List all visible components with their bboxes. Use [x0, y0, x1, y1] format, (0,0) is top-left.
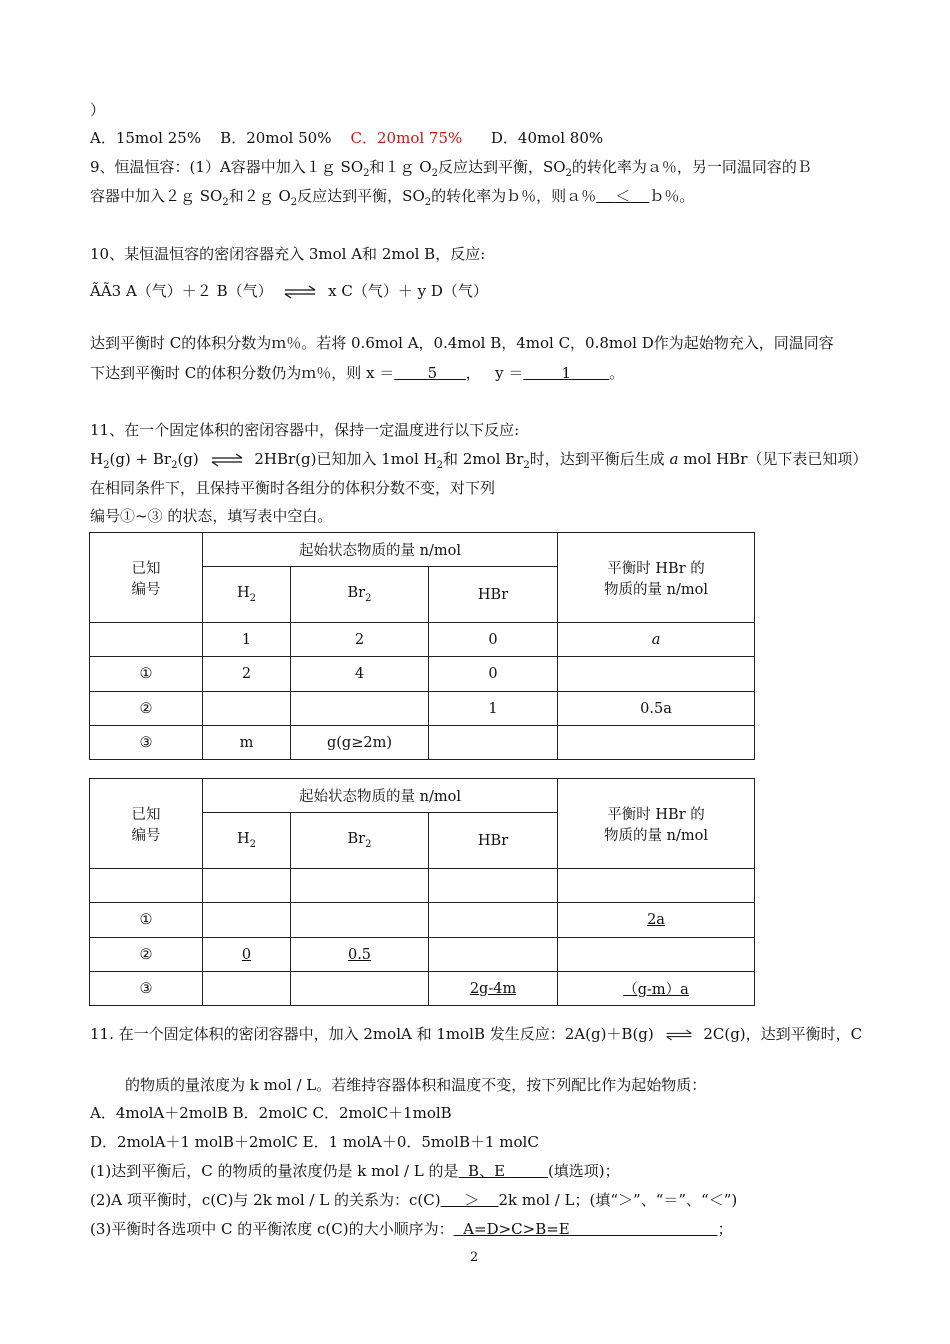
answer-cell: 0.5: [347, 946, 372, 963]
q10-line1: 10、某恒温恒容的密闭容器充入 3mol A和 2mol B，反应:: [90, 245, 486, 263]
header-h2: $H_2$: [203, 567, 291, 623]
header-initial-amounts: 起始状态物质的量 n/mol: [203, 533, 558, 567]
q11-line3: 在相同条件下，且保持平衡时各组分的体积分数不变，对下列: [90, 479, 496, 497]
answer-cell: 2a: [647, 912, 665, 928]
header-known-id: 已知 编号: [90, 779, 203, 869]
table-row: ① 2 4 0: [90, 657, 755, 692]
header-hbr: HBr: [429, 567, 558, 623]
answer-cell: 2g-4m: [469, 980, 517, 997]
header-br2: $Br_2$: [291, 567, 429, 623]
q10-answer-y: 1: [561, 364, 572, 382]
table-row: ③ 2g-4m （g-m）a: [90, 972, 755, 1006]
q8-option-b: B．20mol 50%: [220, 129, 332, 147]
page-number: 2: [470, 1250, 479, 1265]
equilibrium-arrow-icon: [210, 453, 244, 467]
q9-line2: 容器中加入２ｇ $SO_2$和２ｇ $O_2$反应达到平衡，$SO_2$的转化率为ｂ％，则ａ％ ＜ ｂ％。: [90, 187, 695, 208]
q8-option-c: C．20mol 75%: [350, 129, 463, 147]
data-table-1: [89, 532, 755, 760]
table-row: ① 2a: [90, 903, 755, 938]
q8-options: [90, 128, 603, 148]
paren-line: ）: [90, 101, 106, 119]
q11-line1: 11、在一个固定体积的密闭容器中，保持一定温度进行以下反应:: [90, 421, 520, 439]
q10-reaction: ÃÃ3 A（气）＋２ B（气） x C（气）＋ y D（气）: [90, 282, 488, 300]
table-row: ② 0 0.5: [90, 938, 755, 972]
table-row: ③ m g(g≥2m): [90, 726, 755, 760]
equilibrium-arrow-icon: [283, 285, 317, 299]
answer-cell: （g-m）a: [623, 982, 689, 998]
header-eq-hbr: 平衡时 HBr 的 物质的量 n/mol: [558, 779, 755, 869]
header-h2: $H_2$: [203, 813, 291, 869]
q10-answer-x: 5: [427, 364, 438, 382]
q11-reaction-line: $H_2(g) + Br_2(g)$ 2HBr(g)已知加入 1mol $H_2$和 2mol $Br_2$时，达到平衡后生成 a mol HBr（见下表已知项）: [90, 450, 868, 471]
equilibrium-arrow-icon: [665, 1028, 693, 1042]
q9-answer: ＜: [615, 187, 631, 205]
q11b-option-line2: D．2molA＋1 molB＋2molC E．1 molA＋0．5molB＋1 molC: [90, 1133, 539, 1151]
q11b-answer-1: B、E: [468, 1162, 506, 1180]
q11b-line2: 的物质的量浓度为 k mol / L。若维持容器体积和温度不变，按下列配比作为起始物质：: [125, 1076, 707, 1094]
q11-line4: 编号①~③ 的状态，填写表中空白。: [90, 507, 333, 525]
q11b-answer-2: ＞: [464, 1191, 480, 1209]
table-row: ② 1 0.5a: [90, 692, 755, 726]
q10-line3: 达到平衡时 C的体积分数为ｍ％。若将 0.6mol A，0.4mol B，4mol C，0.8mol D作为起始物充入，同温同容: [90, 334, 834, 352]
q8-option-d: D．40mol 80%: [490, 129, 604, 147]
data-table-2: [89, 778, 755, 1006]
q11b-part1: (1)达到平衡后，C 的物质的量浓度仍是 k mol / L 的是 B、E (填选项)；: [90, 1162, 620, 1180]
header-hbr: HBr: [429, 813, 558, 869]
q10-line4: 下达到平衡时 C的体积分数仍为ｍ％，则 x ＝ 5 ， y ＝ 1 。: [90, 364, 625, 382]
answer-cell: 0: [241, 946, 252, 963]
table-row: [90, 869, 755, 903]
q11b-line1: 11. 在一个固定体积的密闭容器中，加入 2molA 和 1molB 发生反应：2A(g)＋B(g) 2C(g)，达到平衡时，C: [90, 1025, 863, 1043]
q11b-part3: (3)平衡时各选项中 C 的平衡浓度 c(C)的大小顺序为： A=D>C>B=E ；: [90, 1220, 733, 1238]
header-known-id: 已知 编号: [90, 533, 203, 623]
q11b-answer-3: A=D>C>B=E: [463, 1220, 570, 1238]
q11b-option-line1: A．4molA＋2molB B．2molC C．2molC＋1molB: [90, 1104, 452, 1122]
table-row: 1 2 0 a: [90, 623, 755, 657]
header-initial-amounts: 起始状态物质的量 n/mol: [203, 779, 558, 813]
header-br2: $Br_2$: [291, 813, 429, 869]
q8-option-a: A．15mol 25%: [90, 129, 202, 147]
q11b-part2: (2)A 项平衡时，c(C)与 2k mol / L 的关系为：c(C) ＞ 2k mol / L；(填“＞”、“＝”、“＜”): [90, 1191, 738, 1209]
q9-line1: 9、恒温恒容：(1）A容器中加入１ｇ $SO_2$和１ｇ $O_2$反应达到平衡，$SO_2$的转化率为ａ％，另一同温同容的Ｂ: [90, 158, 812, 179]
header-eq-hbr: 平衡时 HBr 的 物质的量 n/mol: [558, 533, 755, 623]
